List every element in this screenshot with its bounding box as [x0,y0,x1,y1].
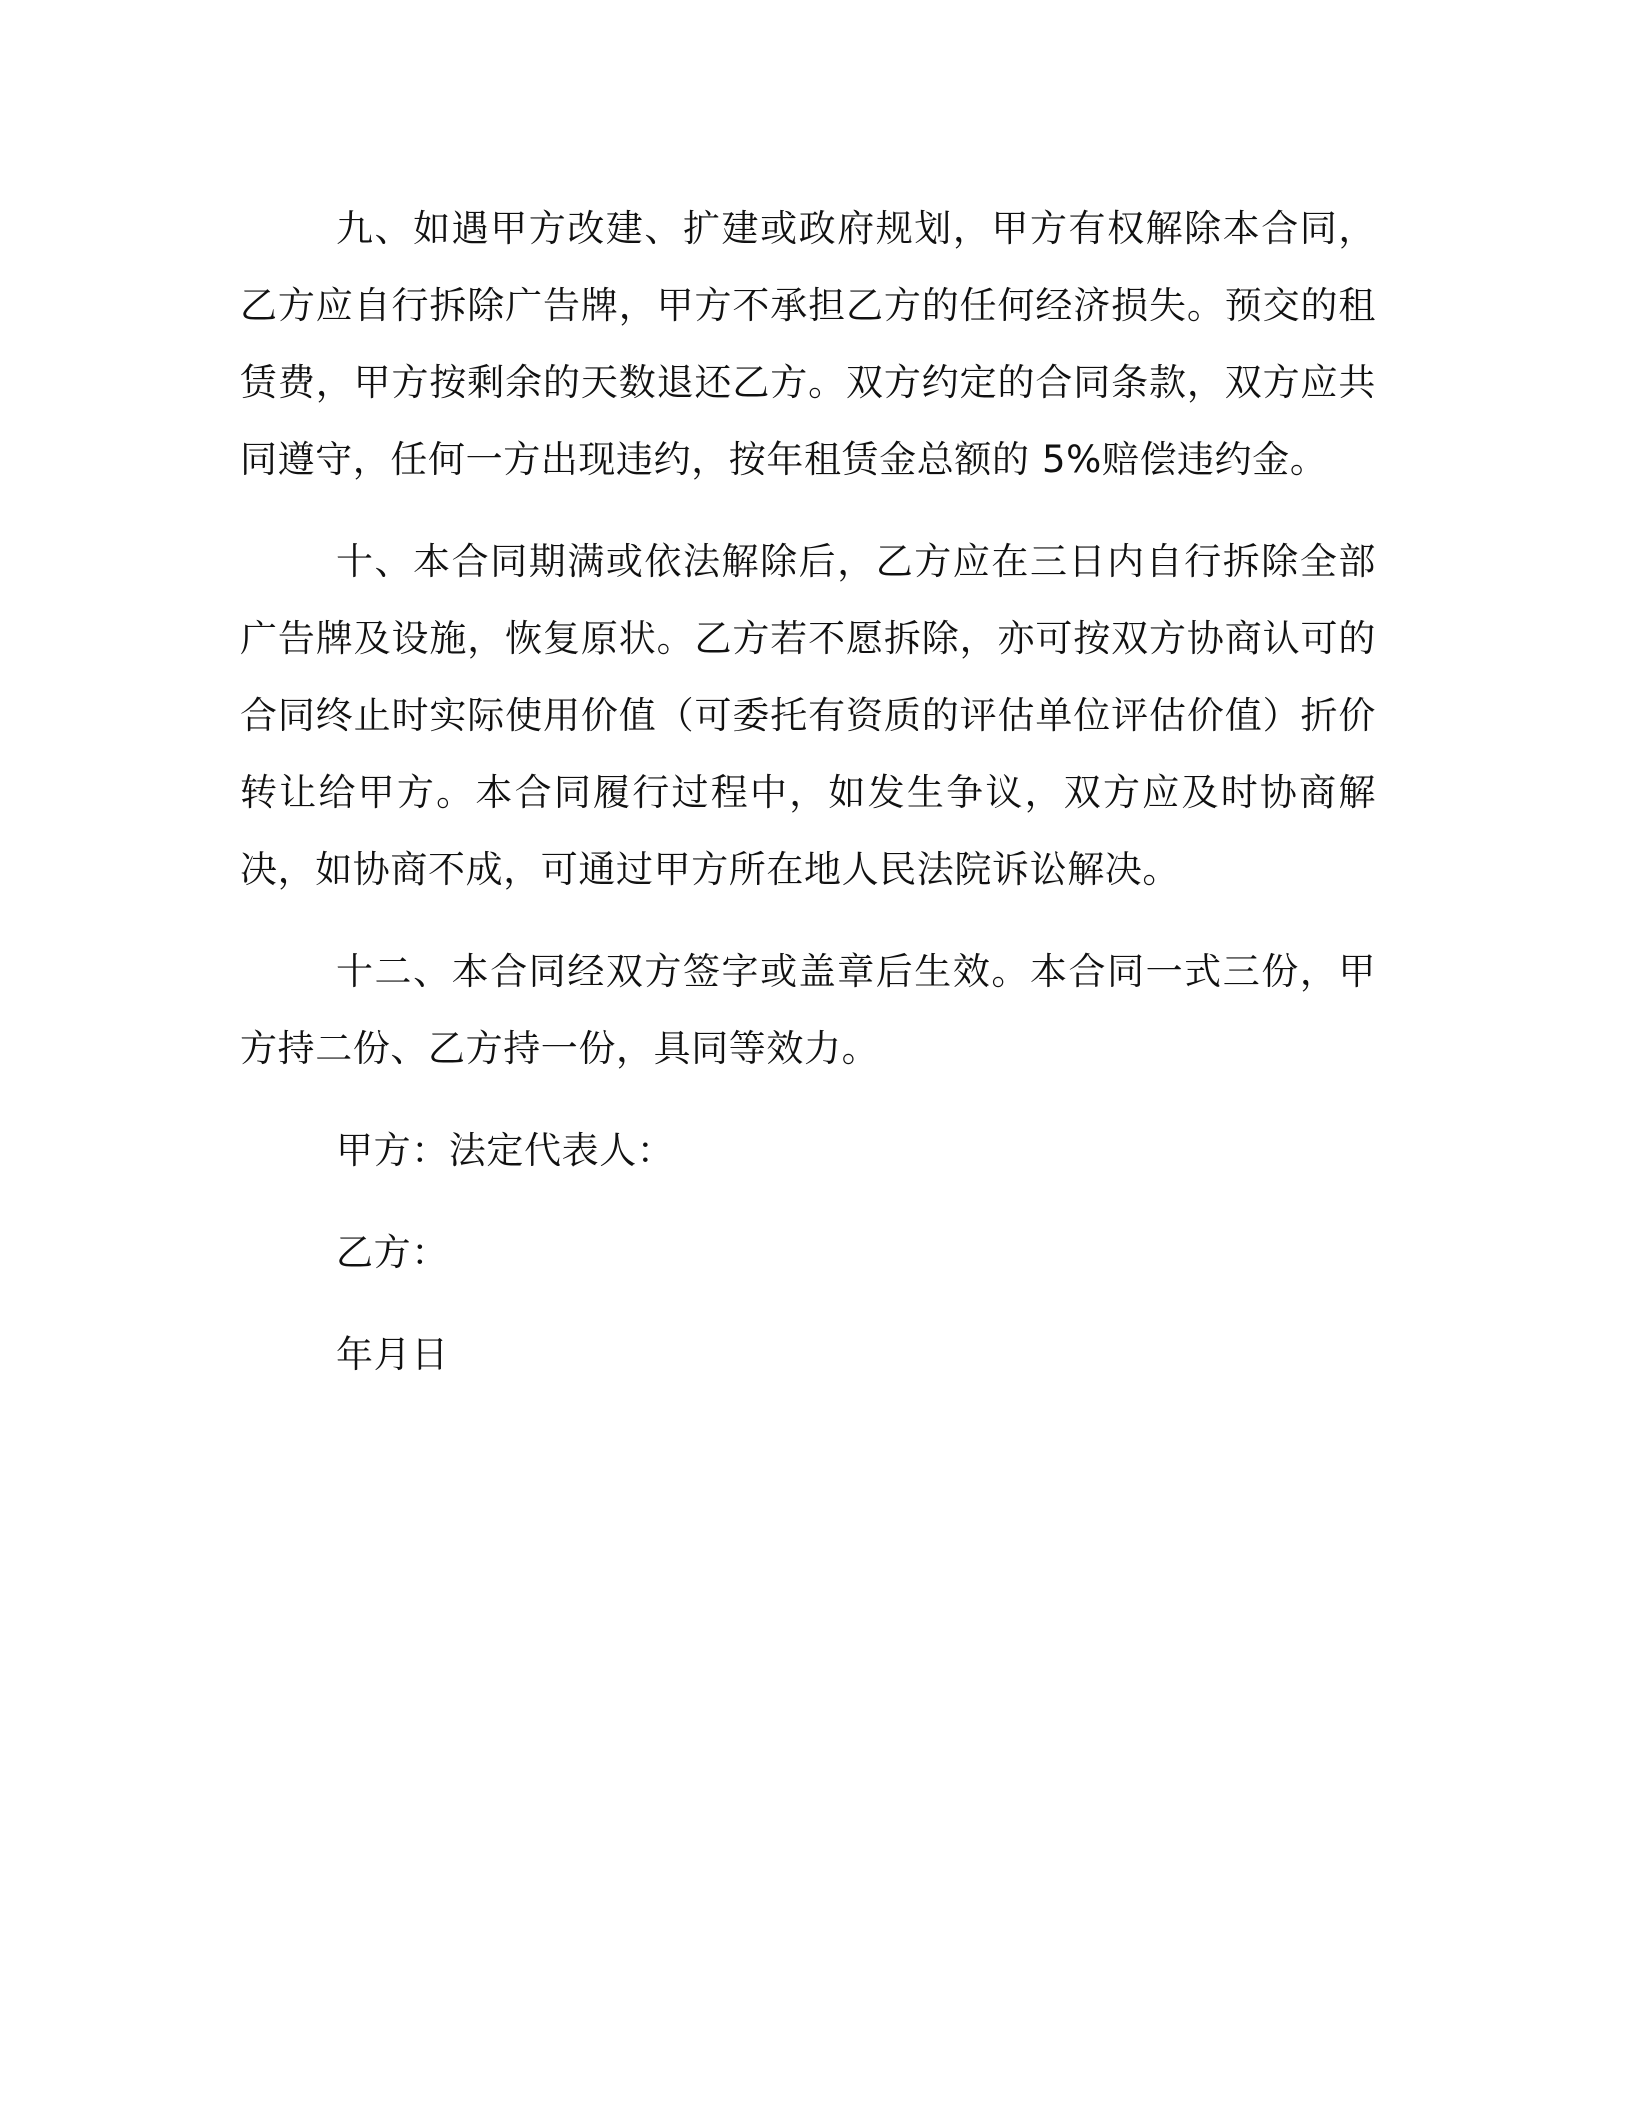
party-a-signature-line: 甲方：法定代表人： [336,1129,675,1172]
document-body [240,190,1376,1418]
date-line: 年月日 [336,1333,449,1376]
clause-ten: 十、本合同期满或依法解除后，乙方应在三日内自行拆除全部广告牌及设施，恢复原状。乙方若不愿拆除，亦可按双方协商认可的合同终止时实际使用价值（可委托有资质的评估单位评估价值）折价转让给甲方。本合同履行过程中，如发生争议，双方应及时协商解决，如协商不成，可通过甲方所在地人民法院诉讼解决。 [240,540,1376,891]
party-b-signature-line: 乙方： [336,1231,449,1274]
clause-nine: 九、如遇甲方改建、扩建或政府规划，甲方有权解除本合同，乙方应自行拆除广告牌，甲方不承担乙方的任何经济损失。预交的租赁费，甲方按剩余的天数退还乙方。双方约定的合同条款，双方应共同遵守，任何一方出现违约，按年租赁金总额的 5%赔偿违约金。 [240,207,1376,481]
clause-twelve: 十二、本合同经双方签字或盖章后生效。本合同一式三份，甲方持二份、乙方持一份，具同等效力。 [240,950,1376,1070]
